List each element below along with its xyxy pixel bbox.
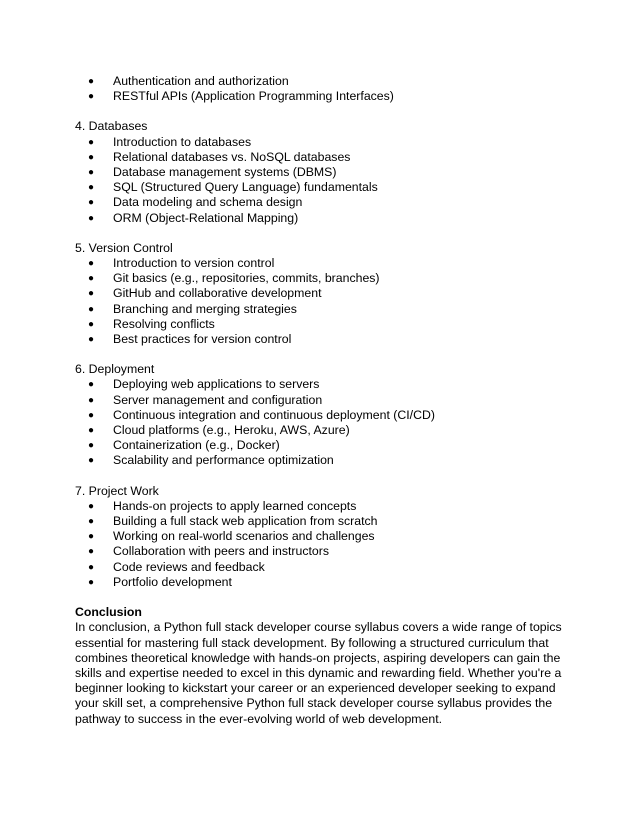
list-item-text: Containerization (e.g., Docker) (113, 438, 280, 453)
section-databases (75, 119, 598, 225)
section-title: 6. Deployment (75, 362, 155, 377)
bullet-icon: ● (88, 425, 95, 437)
list-item (75, 256, 598, 271)
list-item (75, 271, 598, 286)
section-version-control (75, 241, 598, 347)
intro-bullet-list (75, 74, 598, 104)
bullet-icon: ● (88, 500, 95, 512)
bullet-icon: ● (88, 379, 95, 391)
list-item (75, 408, 598, 423)
list-item (75, 423, 598, 438)
list-item (75, 529, 598, 544)
list-item (75, 302, 598, 317)
section-bullet-list (75, 256, 598, 347)
list-item-text: Introduction to version control (113, 256, 275, 271)
bullet-icon: ● (88, 334, 95, 346)
list-item-text: Scalability and performance optimization (113, 453, 334, 468)
conclusion-heading: Conclusion (75, 605, 142, 620)
list-item-text: Server management and configuration (113, 392, 323, 407)
bullet-icon: ● (88, 167, 95, 179)
section-bullet-list (75, 135, 598, 226)
list-item-text: Git basics (e.g., repositories, commits, branches) (113, 271, 380, 286)
section-deployment (75, 362, 598, 468)
list-item (75, 393, 598, 408)
list-item (75, 499, 598, 514)
section-project-work (75, 484, 598, 590)
list-item-text: Cloud platforms (e.g., Heroku, AWS, Azure) (113, 423, 350, 438)
bullet-icon: ● (88, 546, 95, 558)
list-item-text: Portfolio development (113, 574, 232, 589)
list-item (75, 195, 598, 210)
list-item (75, 74, 598, 89)
list-item-text: GitHub and collaborative development (113, 286, 322, 301)
list-item (75, 560, 598, 575)
bullet-icon: ● (88, 394, 95, 406)
list-item (75, 575, 598, 590)
bullet-icon: ● (88, 151, 95, 163)
bullet-icon: ● (88, 561, 95, 573)
list-item-text: Best practices for version control (113, 332, 292, 347)
list-item-text: ORM (Object-Relational Mapping) (113, 210, 299, 225)
list-item-text: Hands-on projects to apply learned concepts (113, 498, 357, 513)
section-title: 5. Version Control (75, 240, 173, 255)
bullet-icon: ● (88, 76, 95, 87)
bullet-icon: ● (88, 318, 95, 330)
list-item (75, 514, 598, 529)
bullet-icon: ● (88, 516, 95, 528)
list-item-text: Building a full stack web application from scratch (113, 514, 378, 529)
bullet-icon: ● (88, 212, 95, 224)
section-title: 4. Databases (75, 119, 148, 134)
list-item-text: Relational databases vs. NoSQL databases (113, 149, 351, 164)
list-item (75, 211, 598, 226)
bullet-icon: ● (88, 273, 95, 285)
section-bullet-list (75, 499, 598, 590)
list-item-text: Introduction to databases (113, 134, 252, 149)
bullet-icon: ● (88, 91, 95, 103)
list-item (75, 286, 598, 301)
list-item-text: Branching and merging strategies (113, 301, 297, 316)
list-item-text: RESTful APIs (Application Programming Interfaces) (113, 89, 394, 104)
bullet-icon: ● (88, 303, 95, 315)
bullet-icon: ● (88, 455, 95, 467)
list-item (75, 150, 598, 165)
bullet-icon: ● (88, 136, 95, 148)
list-item (75, 453, 598, 468)
list-item (75, 377, 598, 392)
list-item (75, 544, 598, 559)
list-item (75, 332, 598, 347)
list-item-text: Resolving conflicts (113, 316, 215, 331)
list-item-text: Working on real-world scenarios and challenges (113, 529, 375, 544)
bullet-icon: ● (88, 182, 95, 194)
conclusion-paragraph: In conclusion, a Python full stack developer course syllabus covers a wide range of topics essential for mastering full stack development. By following a structured curriculum that combines theoretical knowledge with hands-on projects, aspiring developers can gain the skills and expertise needed to excel in this dynamic and rewarding field. Whether you're a beginner looking to kickstart your career or an experienced developer seeking to expand your skill set, a comprehensive Python full stack developer course syllabus provides the pathway to success in the ever-evolving world of web development. (75, 620, 562, 726)
list-item (75, 135, 598, 150)
list-item (75, 165, 598, 180)
list-item-text: Deploying web applications to servers (113, 377, 320, 392)
bullet-icon: ● (88, 258, 95, 270)
bullet-icon: ● (88, 197, 95, 209)
bullet-icon: ● (88, 576, 95, 588)
list-item-text: Data modeling and schema design (113, 195, 303, 210)
bullet-icon: ● (88, 440, 95, 452)
section-bullet-list (75, 377, 598, 468)
list-item-text: Database management systems (DBMS) (113, 165, 337, 180)
list-item-text: Collaboration with peers and instructors (113, 544, 329, 559)
section-title: 7. Project Work (75, 483, 159, 498)
list-item-text: Code reviews and feedback (113, 559, 265, 574)
list-item-text: SQL (Structured Query Language) fundamentals (113, 180, 378, 195)
list-item (75, 180, 598, 195)
list-item (75, 438, 598, 453)
bullet-icon: ● (88, 531, 95, 543)
list-item (75, 89, 598, 104)
bullet-icon: ● (88, 288, 95, 300)
bullet-icon: ● (88, 409, 95, 421)
list-item (75, 317, 598, 332)
list-item-text: Authentication and authorization (113, 74, 289, 88)
conclusion-section (75, 605, 598, 727)
list-item-text: Continuous integration and continuous deployment (CI/CD) (113, 407, 435, 422)
